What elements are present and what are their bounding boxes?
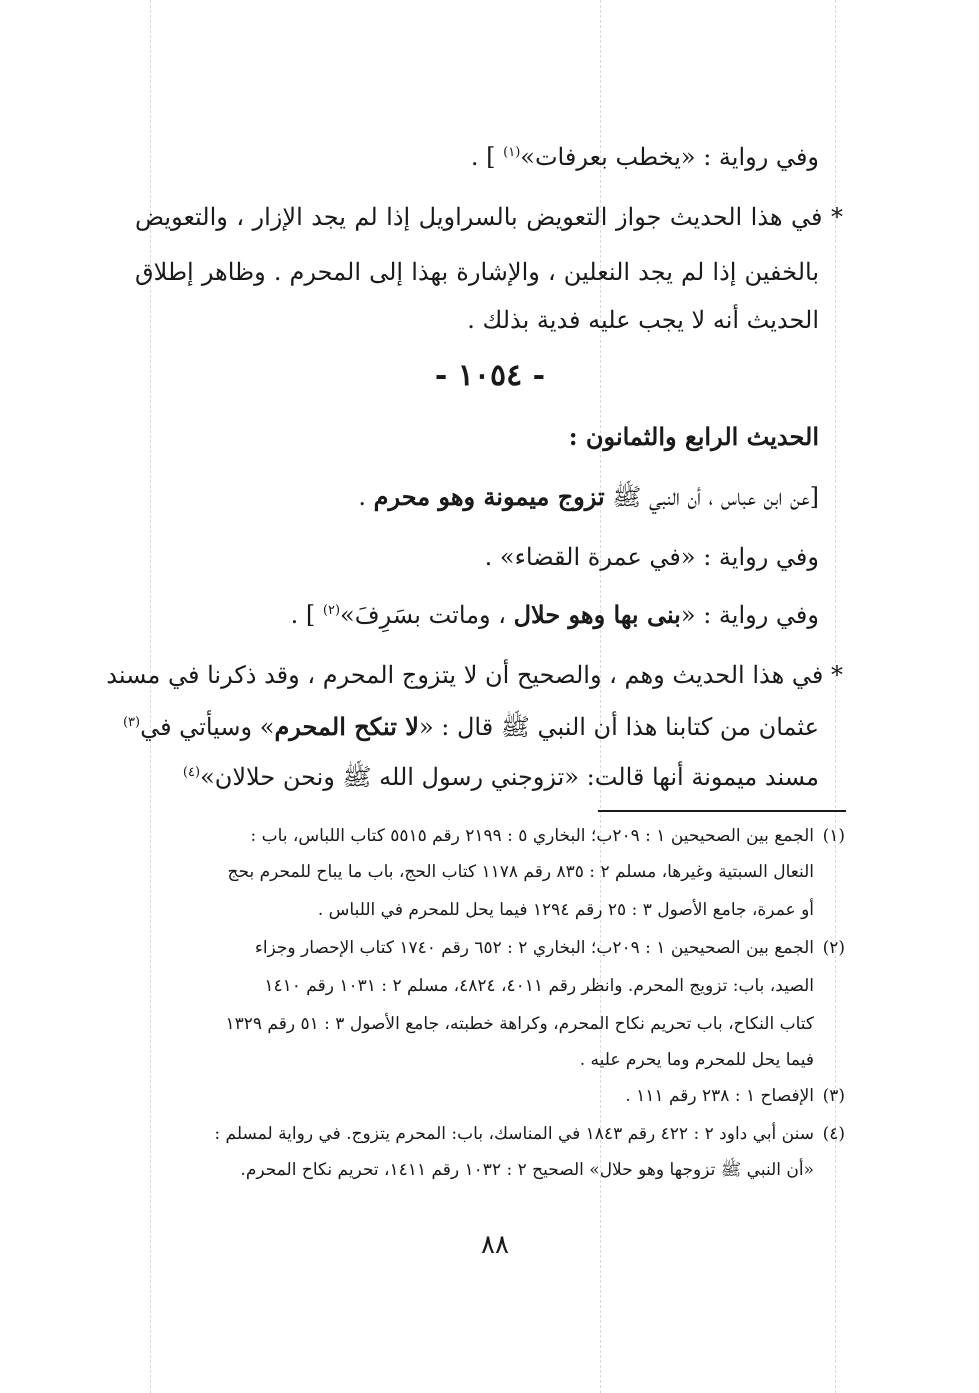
footnote-line: فيما يحل للمحرم وما يحرم عليه . [579,1050,814,1070]
commentary-line: الحديث أنه لا يجب عليه فدية بذلك . [467,306,819,334]
footnote-line: الإفصاح ١ : ٢٣٨ رقم ١١١ . [625,1086,814,1106]
page-number: ٨٨ [481,1230,509,1260]
footnote-ref: (٤) [182,765,201,780]
footnote-ref: (٢) [322,603,341,618]
riwaya-line: وفي رواية : «يخطب بعرفات»$^{(١)}$ ] . [470,143,819,171]
commentary-line: عثمان من كتابنا هذا أن النبي ﷺ قال : «لا تنكح المحرم» وسيأتي في$^{(٣)}$ [122,712,819,741]
footnote-number: (٣) [822,1086,845,1106]
hadith-number: - ١٠٥٤ - [434,358,546,393]
riwaya-line: وفي رواية : «في عمرة القضاء» . [484,543,819,571]
footnote-separator [598,810,846,812]
footnote-line: «أن النبي ﷺ تزوجها وهو حلال» الصحيح ٢ : ١٠٣٢ رقم ١٤١١، تحريم نكاح المحرم. [240,1160,814,1180]
footnote-line: أو عمرة، جامع الأصول ٣ : ٢٥ رقم ١٢٩٤ فيما يحل للمحرم في اللباس . [317,900,814,920]
footnote-line: سنن أبي داود ٢ : ٤٢٢ رقم ١٨٤٣ في المناسك، باب: المحرم يتزوج. في رواية لمسلم : [214,1124,814,1144]
footnote-number: (٢) [822,938,845,958]
commentary-line: مسند ميمونة أنها قالت: «تزوجني رسول الله ﷺ ونحن حلالان»$^{(٤)}$ [182,763,819,791]
footnote-number: (٤) [822,1124,845,1144]
footnote-number: (١) [822,826,845,846]
hadith-heading: الحديث الرابع والثمانون : [568,422,819,451]
riwaya-line: وفي رواية : «بنى بها وهو حلال ، وماتت بسَرِفَ»$^{(٢)}$ ] . [290,600,819,629]
footnote-line: الجمع بين الصحيحين ١ : ٢٠٩ب؛ البخاري ٥ : ٢١٩٩ رقم ٥٥١٥ كتاب اللباس، باب : [250,826,814,846]
footnote-ref: (٣) [122,715,141,730]
commentary-line: * في هذا الحديث وهم ، والصحيح أن لا يتزوج المحرم ، وقد ذكرنا في مسند [106,661,843,689]
footnote-line: الجمع بين الصحيحين ١ : ٢٠٩ب؛ البخاري ٢ : ٦٥٢ رقم ١٧٤٠ كتاب الإحصار وجزاء [254,938,814,958]
footnote-line: الصيد، باب: تزويج المحرم. وانظر رقم ٤٠١١، ٤٨٢٤، مسلم ٢ : ١٠٣١ رقم ١٤١٠ [264,976,814,996]
commentary-line: * في هذا الحديث جواز التعويض بالسراويل إذا لم يجد الإزار ، والتعويض [135,203,843,231]
hadith-matn: [عن ابن عباس ، أن النبي ﷺ تزوج ميمونة وهو محرم . [358,482,819,511]
commentary-line: بالخفين إذا لم يجد النعلين ، والإشارة بهذا إلى المحرم . وظاهر إطلاق [135,258,819,286]
footnote-ref: (١) [503,145,521,160]
footnote-line: النعال السبتية وغيرها، مسلم ٢ : ٨٣٥ رقم ١١٧٨ كتاب الحج، باب ما يباح للمحرم بحج [227,862,814,882]
footnote-line: كتاب النكاح، باب تحريم نكاح المحرم، وكراهة خطبته، جامع الأصول ٣ : ٥١ رقم ١٣٢٩ [225,1014,814,1034]
